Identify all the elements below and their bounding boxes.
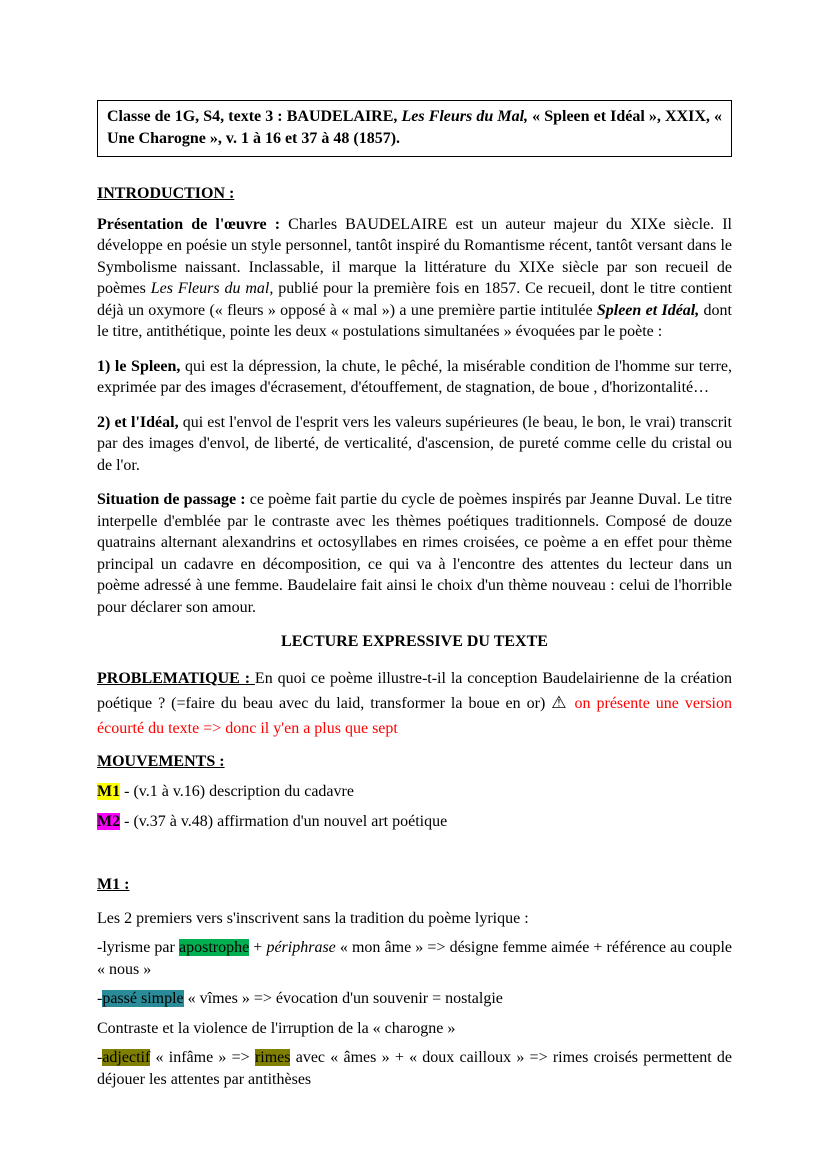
ideal-paragraph: [97, 412, 732, 477]
passe-simple-dash: -: [97, 990, 103, 1007]
m1-intro-line: Les 2 premiers vers s'inscrivent sans la tradition du poème lyrique :: [97, 909, 529, 927]
problematique-label: PROBLEMATIQUE :: [97, 669, 255, 687]
lyrisme-pre: -lyrisme par: [97, 939, 179, 956]
passe-simple-teal-highlight: passé simple: [102, 990, 184, 1007]
situation-label: Situation de passage :: [97, 491, 246, 508]
presentation-paragraph: [97, 214, 732, 343]
adjectif-olive-highlight: adjectif: [102, 1049, 151, 1066]
presentation-body-3: dont le titre, antithétique, pointe les deux « postulations simultanées » évoquées par le poète :: [97, 301, 733, 340]
title-box: [97, 100, 732, 157]
spleen-body: qui est la dépression, la chute, le pêché, la misérable condition de l'homme sur terre, exprimée par des images d'écrasement, d'étouffement, de stagnation, de boue , d'horizontalité…: [97, 357, 733, 396]
mouvements-heading: MOUVEMENTS :: [97, 752, 225, 770]
title-run-1: Classe de 1G, S4, texte 3 : BAUDELAIRE,: [107, 108, 402, 125]
warning-icon: ⚠: [551, 692, 569, 713]
spleen-label: 1) le Spleen,: [97, 357, 181, 375]
apostrophe-green-highlight: apostrophe: [178, 939, 250, 956]
lyrisme-line: [97, 937, 732, 980]
situation-body: ce poème fait partie du cycle de poèmes inspirés par Jeanne Duval. Le titre interpelle d'emblée par le contraste avec les thèmes poétiques traditionnels. Composé de douze quatrains alternant alexandrins et octosyllabes en rimes croisées, ce poème a en effet pour thème principal un cadavre en décomposition, ce qui va à l'encontre des attentes du lecteur dans un poème adressé à une femme. Baudelaire fait ainsi le choix d'un thème nouveau : celui de l'horrible pour déclarer son amour.: [97, 491, 733, 616]
m2-magenta-highlight: M2: [97, 812, 121, 830]
title-work-italic: Les Fleurs du Mal,: [401, 108, 529, 125]
adjectif-dash: -: [97, 1049, 103, 1066]
spleen-paragraph: [97, 356, 732, 399]
adjectif-mid: « infâme » =>: [150, 1049, 255, 1066]
lyrisme-mid: +: [249, 939, 267, 956]
adjectif-line: [97, 1047, 732, 1090]
lecture-heading: LECTURE EXPRESSIVE DU TEXTE: [281, 633, 548, 650]
m1-line-text: - (v.1 à v.16) description du cadavre: [120, 783, 354, 800]
situation-paragraph: [97, 489, 732, 618]
adjectif-post: avec « âmes » + « doux cailloux » => rimes croisés permettent de déjouer les attentes par antithèses: [97, 1049, 733, 1088]
movement-m2-line: [97, 811, 732, 833]
lyrisme-post: « mon âme » => désigne femme aimée + référence au couple « nous »: [97, 939, 732, 978]
periphrase-italic: périphrase: [266, 939, 336, 956]
m1-section: [97, 908, 732, 1091]
movement-m1-line: [97, 781, 732, 803]
work-title-italic: Les Fleurs du mal,: [150, 280, 274, 297]
title-run-3: « Spleen et Idéal », XXIX, « Une Charogne », v. 1 à 16 et 37 à 48 (1857).: [107, 108, 722, 147]
rimes-olive-highlight: rimes: [254, 1049, 291, 1066]
problematique-note-red: on présente une version écourté du texte => donc il y'en a plus que sept: [97, 694, 732, 737]
presentation-label: Présentation de l'œuvre :: [97, 215, 289, 233]
section-title-bold-italic: Spleen et Idéal,: [596, 301, 700, 319]
m2-line-text: - (v.37 à v.48) affirmation d'un nouvel art poétique: [120, 812, 448, 830]
problematique-body: En quoi ce poème illustre-t-il la conception Baudelairienne de la création poétique ? (=faire du beau avec du laid, transformer la boue en or): [97, 669, 732, 712]
problematique-paragraph: [97, 666, 732, 741]
passe-simple-line: [97, 988, 732, 1010]
contraste-line: Contraste et la violence de l'irruption de la « charogne »: [97, 1019, 456, 1037]
presentation-body-1: Charles BAUDELAIRE est un auteur majeur du XIXe siècle. Il développe en poésie un style personnel, tantôt inspiré du Romantisme récent, tantôt versant dans le Symbolisme naissant. Inclassable, il marque la littérature du XIXe siècle par son recueil de poèmes: [97, 215, 732, 297]
intro-heading: INTRODUCTION :: [97, 185, 235, 202]
m1-yellow-highlight: M1: [97, 783, 121, 800]
presentation-body-2: publié pour la première fois en 1857. Ce recueil, dont le titre contient déjà un oxymore (« fleurs » opposé à « mal ») a une première partie intitulée: [97, 280, 733, 319]
ideal-body: qui est l'envol de l'esprit vers les valeurs supérieures (le beau, le bon, le vrai) transcrit par des images d'envol, de liberté, de verticalité, d'ascension, de pureté comme celle du cristal ou de l'or.: [97, 413, 732, 474]
ideal-label: 2) et l'Idéal,: [97, 413, 179, 431]
passe-simple-post: « vîmes » => évocation d'un souvenir = nostalgie: [183, 990, 503, 1007]
m1-section-heading: M1 :: [97, 876, 130, 893]
